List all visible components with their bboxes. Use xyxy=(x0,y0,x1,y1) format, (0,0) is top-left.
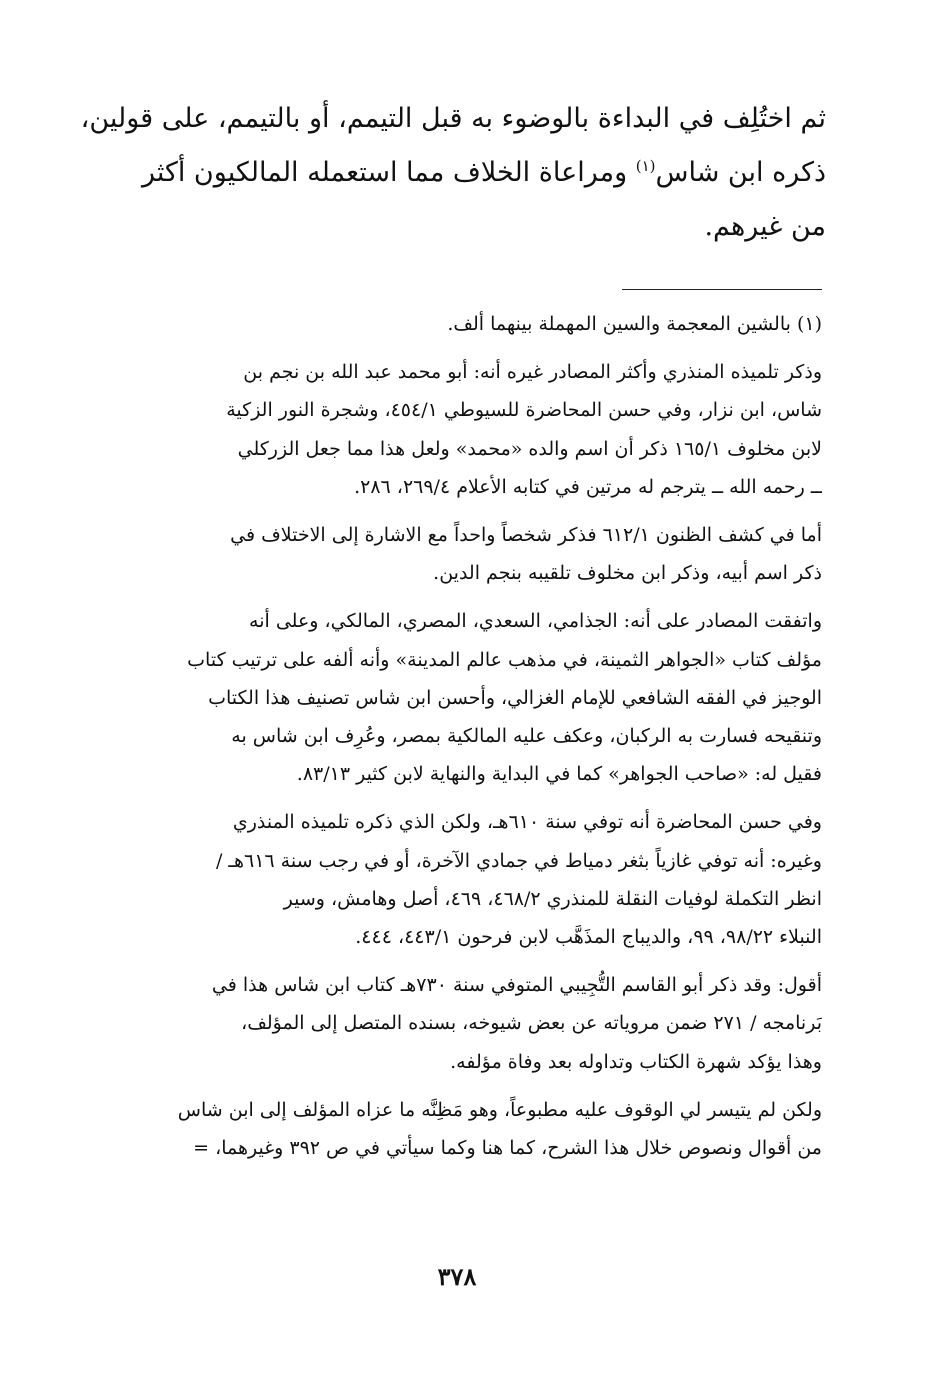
footnote-line: ــ رحمه الله ــ يترجم له مرتين في كتابه الأعلام ٢٦٩/٤، ٢٨٦. xyxy=(354,475,822,498)
page-number xyxy=(0,1262,944,1291)
footnote-line: لابن مخلوف ١٦٥/١ ذكر أن اسم والده «محمد» ولعل هذا مما جعل الزركلي xyxy=(237,437,822,460)
footnote-paragraph xyxy=(124,353,822,506)
footnote-line: واتفقت المصادر على أنه: الجذامي، السعدي، المصري، المالكي، وعلى أنه xyxy=(249,610,822,633)
main-text-segment: ذكره ابن شاس xyxy=(655,157,826,188)
footnote-separator xyxy=(622,289,822,290)
main-text-line: ثم اختُلِف في البداءة بالوضوء به قبل التيمم، أو بالتيمم، على قولين، xyxy=(80,103,826,134)
footnote-line: شاس، ابن نزار، وفي حسن المحاضرة للسيوطي ٤٥٤/١، وشجرة النور الزكية xyxy=(226,399,822,422)
footnote-line: الوجيز في الفقه الشافعي للإمام الغزالي، وأحسن ابن شاس تصنيف هذا الكتاب xyxy=(208,686,822,709)
footnote-line: ولكن لم يتيسر لي الوقوف عليه مطبوعاً، وهو مَظِنَّه ما عزاه المؤلف إلى ابن شاس xyxy=(177,1098,822,1121)
footnote-line: مؤلف كتاب «الجواهر الثمينة، في مذهب عالم المدينة» وأنه ألفه على ترتيب كتاب xyxy=(187,648,822,671)
footnote-line: وتنقيحه فسارت به الركبان، وعكف عليه المالكية بمصر، وعُرِف ابن شاس به xyxy=(231,725,822,748)
footnote-line: فقيل له: «صاحب الجواهر» كما في البداية والنهاية لابن كثير ٨٣/١٣. xyxy=(296,763,822,786)
footnote-line: وذكر تلميذه المنذري وأكثر المصادر غيره أنه: أبو محمد عبد الله بن نجم بن xyxy=(243,361,822,384)
page-number-text: ٣٧٨ xyxy=(437,1262,477,1291)
footnotes xyxy=(124,305,822,1177)
main-text-segment: ومراعاة الخلاف مما استعمله المالكيون أكثر xyxy=(141,157,628,188)
footnote-line: أما في كشف الظنون ٦١٢/١ فذكر شخصاً واحداً مع الاشارة إلى الاختلاف في xyxy=(230,524,822,547)
footnote-line: (١) بالشين المعجمة والسين المهملة بينهما ألف. xyxy=(447,313,822,335)
footnote-paragraph xyxy=(124,516,822,592)
footnote-line: ذكر اسم أبيه، وذكر ابن مخلوف تلقيبه بنجم الدين. xyxy=(433,562,822,585)
footnote-paragraph xyxy=(124,966,822,1081)
footnote-line: وغيره: أنه توفي غازياً بثغر دمياط في جمادي الآخرة، أو في رجب سنة ٦١٦هـ / xyxy=(215,849,822,872)
footnote-line: من أقوال ونصوص خلال هذا الشرح، كما هنا وكما سيأتي في ص ٣٩٢ وغيرهما، = xyxy=(193,1137,822,1160)
footnote-line: وفي حسن المحاضرة أنه توفي سنة ٦١٠هـ، ولكن الذي ذكره تلميذه المنذري xyxy=(232,811,822,834)
main-text-line xyxy=(120,146,826,200)
footnote-paragraph xyxy=(124,305,822,343)
footnote-paragraph xyxy=(124,1091,822,1167)
footnote-line: أقول: وقد ذكر أبو القاسم التُّجِيبي المتوفي سنة ٧٣٠هـ كتاب ابن شاس هذا في xyxy=(211,974,822,997)
footnote-line: بَرنامجه / ٢٧١ ضمن مروياته عن بعض شيوخه، بسنده المتصل إلى المؤلف، xyxy=(241,1012,822,1035)
footnote-paragraph xyxy=(124,602,822,793)
main-text xyxy=(80,92,826,254)
footnote-reference: (١) xyxy=(635,157,656,175)
footnote-line: انظر التكملة لوفيات النقلة للمنذري ٤٦٨/٢، ٤٦٩، أصل وهامش، وسير xyxy=(283,887,822,910)
footnote-line: وهذا يؤكد شهرة الكتاب وتداوله بعد وفاة مؤلفه. xyxy=(450,1050,822,1073)
main-text-line: من غيرهم. xyxy=(704,211,826,242)
footnote-paragraph xyxy=(124,803,822,956)
footnote-line: النبلاء ٩٨/٢٢، ٩٩، والديباج المذَهَّب لابن فرحون ٤٤٣/١، ٤٤٤. xyxy=(355,926,822,949)
